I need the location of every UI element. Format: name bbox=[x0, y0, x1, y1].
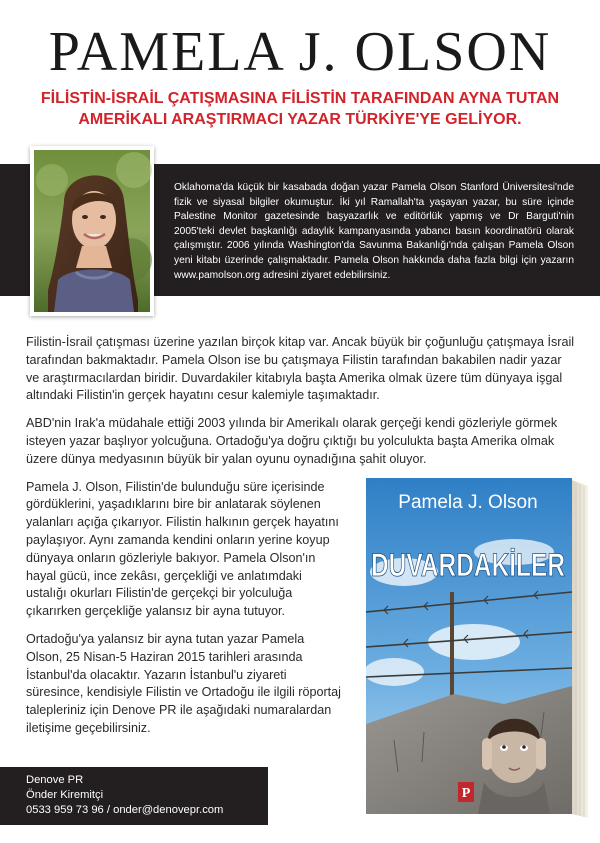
paragraph-intro: Filistin-İsrail çatışması üzerine yazılan birçok kitap var. Ancak büyük bir çoğunluğu çatışmaya İsrail tarafından bakmaktadır. Pamela Olson ise bu çatışmaya Filistin tarafından bakabilen nadir yazar ve araştırmacılardan biridir. Duvardakiler kitabıyla başta Amerika olmak üzere tüm dünyaya işgal altındaki Filistin'in gerçek hayatını cesur kalemiyle taşımaktadır. bbox=[26, 335, 575, 403]
subtitle-line-2: AMERİKALI ARAŞTIRMACI YAZAR TÜRKİYE'YE GELİYOR. bbox=[78, 111, 522, 128]
book-title-text: DUVARDAKİLER bbox=[371, 547, 565, 583]
author-photo bbox=[30, 146, 154, 316]
author-portrait-image bbox=[34, 150, 150, 312]
paragraph-journey: ABD'nin Irak'a müdahale ettiği 2003 yılında bir Amerikalı olarak gerçeği kendi gözleriyle görmek isteyen yazar başlıyor yolcuğuna. Ortadoğu'ya doğru çıktığı bu yolculukta başta Amerika olmak üzere dünya medyasının büyük bir yalan oyunu oynadığına şahit oluyor. bbox=[26, 416, 558, 466]
contact-person: Önder Kiremitçi bbox=[26, 789, 104, 801]
subtitle bbox=[0, 88, 600, 130]
paragraph-book: Pamela J. Olson, Filistin'de bulunduğu süre içerisinde gördüklerini, yaşadıklarını bire bir anlatarak söylenen yalanları açığa çıkarıyor. Filistin halkının gerçek hayatını paylaşıyor. Aynı zamanda kendini onların yerine koyup dünyaya onların gözleriyle bakıyor. Pamela Olson'ın hayal gücü, ince zekâsı, gerçekliği ve anlatımdaki ustalığı okurları Filistin'de gerçekçi bir yolculuğa çıkarırken gerçekliğe yalansız bir ayna tutuyor. bbox=[26, 479, 339, 619]
book-author-text: Pamela J. Olson bbox=[398, 492, 538, 513]
subtitle-line-1: FİLİSTİN-İSRAİL ÇATIŞMASINA FİLİSTİN TARAFINDAN AYNA TUTAN bbox=[40, 90, 560, 107]
author-bio: Oklahoma'da küçük bir kasabada doğan yazar Pamela Olson Stanford Üniversitesi'nde fizik ve siyasal bilgiler okumuştur. İki yıl Ramallah'ta yaşayan yazar, bu süre içinde Palestine Monitor gazetesinde başyazarlık ve editörlük yapmış ve Dr Barguti'nin 2005'teki devlet başkanlığı adaylık kampanyasında yabancı basın koordinatörü olarak çalışmıştır. 2006 yılında Washington'da Savunma Bakanlığı'nda çalışan Pamela Olson yeni kitabı üzerinde çalışmaktadır. Pamela Olson hakkında daha fazla bilgi için yazarın www.pamolson.org adresini ziyaret edebilirsiniz. bbox=[174, 182, 574, 281]
contact-phone-email: 0533 959 73 96 / onder@denovepr.com bbox=[26, 804, 224, 816]
paragraph-visit: Ortadoğu'ya yalansız bir ayna tutan yazar Pamela Olson, 25 Nisan-5 Haziran 2015 tarihleri arasında İstanbul'da olacaktır. Yazarın İstanbul'u ziyareti süresince, kendisiyle Filistin ve Ortadoğu ile ilgili röportaj talepleriniz için Denove PR ile aşağıdaki numaralardan iletişime geçebilirsiniz. bbox=[26, 631, 341, 735]
contact-agency: Denove PR bbox=[26, 774, 84, 786]
book-cover-image bbox=[364, 472, 596, 822]
book-cover bbox=[364, 472, 596, 822]
contact-band bbox=[0, 767, 268, 825]
author-name-heading: PAMELA J. OLSON bbox=[48, 21, 552, 83]
publisher-logo-letter: P bbox=[461, 786, 471, 801]
